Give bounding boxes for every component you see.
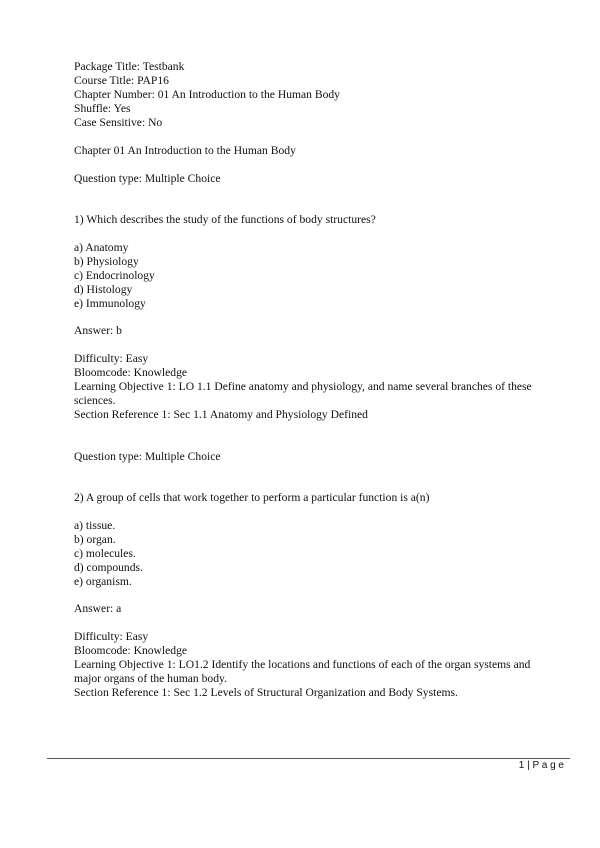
answer-option: a) tissue.	[74, 519, 116, 532]
case-sensitive-setting: Case Sensitive: No	[74, 116, 163, 129]
question-type: Question type: Multiple Choice	[74, 450, 221, 463]
bloomcode: Bloomcode: Knowledge	[74, 644, 188, 657]
answer-option: b) organ.	[74, 533, 116, 546]
answer-option: d) Histology	[74, 283, 133, 296]
answer-option: e) organism.	[74, 575, 132, 588]
question-stem: 1) Which describes the study of the functions of body structures?	[74, 213, 376, 226]
answer-option: d) compounds.	[74, 561, 143, 574]
bloomcode: Bloomcode: Knowledge	[74, 366, 188, 379]
package-title: Package Title: Testbank	[74, 60, 185, 73]
answer-option: c) molecules.	[74, 547, 136, 560]
section-reference: Section Reference 1: Sec 1.2 Levels of Structural Organization and Body Systems.	[74, 686, 458, 699]
question-type: Question type: Multiple Choice	[74, 172, 221, 185]
answer-option: e) Immunology	[74, 297, 146, 310]
question-stem: 2) A group of cells that work together to perform a particular function is a(n)	[74, 491, 430, 504]
shuffle-setting: Shuffle: Yes	[74, 102, 131, 115]
learning-objective: Learning Objective 1: LO1.2 Identify the locations and functions of each of the organ systems and major organs of the human body.	[74, 658, 531, 685]
difficulty: Difficulty: Easy	[74, 630, 149, 643]
answer-option: c) Endocrinology	[74, 269, 155, 282]
answer-key: Answer: b	[74, 324, 122, 337]
learning-objective: Learning Objective 1: LO 1.1 Define anatomy and physiology, and name several branches of these sciences.	[74, 380, 532, 407]
course-title: Course Title: PAP16	[74, 74, 169, 87]
page-number: 1 | P a g e	[518, 760, 564, 771]
section-reference: Section Reference 1: Sec 1.1 Anatomy and Physiology Defined	[74, 408, 368, 421]
answer-key: Answer: a	[74, 602, 122, 615]
footer-divider	[47, 758, 570, 759]
answer-option: a) Anatomy	[74, 241, 129, 254]
answer-option: b) Physiology	[74, 255, 139, 268]
chapter-number: Chapter Number: 01 An Introduction to the Human Body	[74, 88, 340, 101]
chapter-heading: Chapter 01 An Introduction to the Human Body	[74, 144, 296, 157]
difficulty: Difficulty: Easy	[74, 352, 149, 365]
